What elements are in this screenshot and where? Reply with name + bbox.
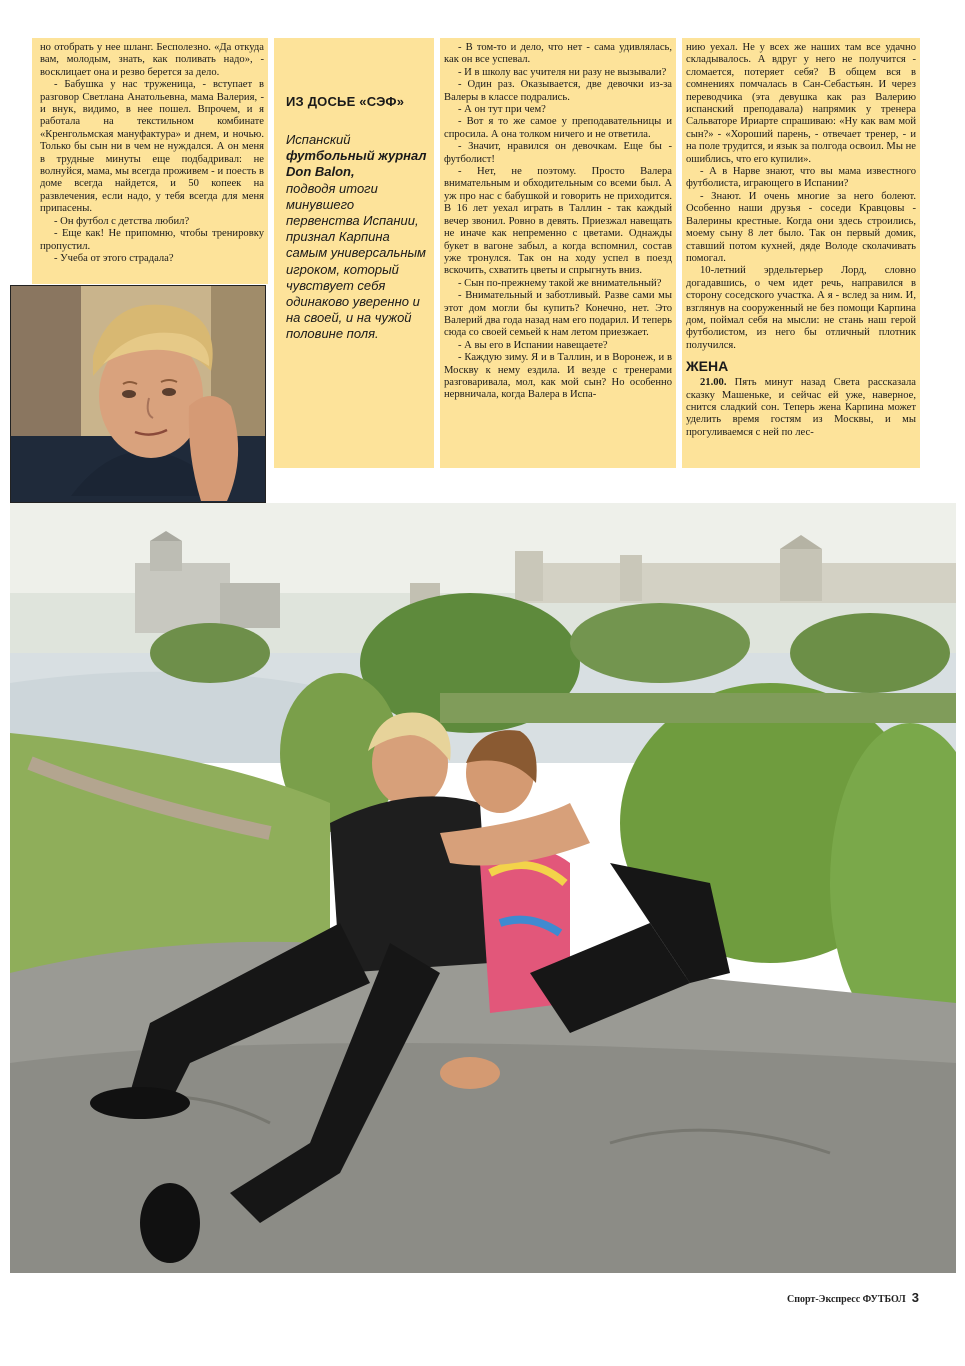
column-3 [440, 38, 676, 468]
col4-final-text: Пять минут назад Света рассказала сказку Машеньке, и сейчас ей уже, наверное, снится сладкий сон. Теперь жена Карпина может уделить время гостям из Москвы, и мы прогуливаемся с ней по лес- [686, 377, 916, 438]
col1-para: - Бабушка у нас труженица, - вступает в разговор Светлана Анатольевна, мама Валерия, - и внук, видимо, в нее пошел. Впрочем, и я работала на текстильном комбинате «Кренгольмская мануфактура» и днем, и ночью. Только бы сын ни в чем не нуждался. А он меня в трудные минуты еще подбадривал: не волнуйся, мама, мы всегда проживем - и поесть в доме всегда найдется, и 50 копеек на развлечения, если надо, у тебя всегда для меня припасены. [40, 79, 264, 215]
col1-para: - Учеба от этого страдала? [54, 252, 174, 264]
portrait-photo [10, 285, 266, 503]
dossier-line: Испанский [286, 132, 351, 147]
col3-para: - Значит, нравился он девочкам. Еще бы - футболист! [444, 141, 672, 165]
dossier-title: ИЗ ДОСЬЕ «СЭФ» [286, 94, 405, 109]
col1-para: но отобрать у нее шланг. Бесполезно. «Да откуда вам, молодым, знать, как поливать надо», - восклицает она и резво берется за дело. [40, 42, 264, 78]
dossier-line: подводя итоги минувшего первенства Испании, признал Карпина самым универсальным игроком, который чувствует себя одинаково уверенно и на своей, и на чужой половине поля. [286, 180, 426, 342]
landscape-illustration [10, 503, 956, 1273]
col3-para: - Каждую зиму. Я и в Таллин, и в Воронеж, и в Москву к нему ездила. И везде с тренерами разговаривала, мол, как мой сын? Но особенно нервничала, когда Валера в Испа- [444, 352, 672, 401]
col1-para: - Он футбол с детства любил? [54, 215, 190, 227]
col3-para: - Внимательный и заботливый. Разве сами мы этот дом могли бы купить? Конечно, нет. Это Валерий два года назад нам его подарил. И теперь сюда со своей семьей к нам летом приезжает. [444, 290, 672, 339]
col4-para: - А в Нарве знают, что вы мама известного футболиста, играющего в Испании? [686, 166, 916, 190]
col4-para: 10-летний эрдельтерьер Лорд, словно догадавшись, о чем идет речь, направился в сторону соседского участка. А я - вслед за ним. И, взглянув на сооруженный не без помощи Карпина дом, поймал себя на мысли: не стань наш герой футболистом, из него бы отличный плотник получился. [686, 265, 916, 351]
col1-para: - Еще как! Не припомню, чтобы тренировку пропустил. [40, 228, 264, 252]
time-stamp: 21.00. [700, 377, 727, 389]
col3-para: - И в школу вас учителя ни разу не вызывали? [458, 66, 667, 78]
dossier-text [286, 132, 428, 343]
col3-para: - А он тут при чем? [458, 104, 546, 116]
col4-para: - Знают. И очень многие за него болеют. Особенно наши друзья - соседи Кравцовы - Валерины крестные. Когда они здесь строились, моему сыну 8 лет было. Так он первый домик, ставший потом кухней, дяде Володе сколачивать помогал. [686, 190, 916, 264]
col3-para: - А вы его в Испании навещаете? [458, 339, 608, 351]
col4-final-para [686, 377, 916, 439]
magazine-name: Спорт-Экспресс ФУТБОЛ [787, 1294, 906, 1305]
section-heading-wife: ЖЕНА [686, 358, 729, 375]
page-footer [787, 1290, 919, 1305]
col3-para: - Нет, не поэтому. Просто Валера внимательным и обходительным со всеми был. А уж про нас с бабушкой и говорить не приходится. В 16 лет уехал играть в Таллин - так каждый вечер звонил. Ровно в девять. Приезжал навещать не иначе как непременно с цветами. Однажды букет в вагоне забыл, а когда вспомнил, состав уже тронулся. Так он на ходу успел в поезд вскочить, схватить цветы и спрыгнуть вниз. [444, 166, 672, 277]
col3-para: - Сын по-прежнему такой же внимательный? [458, 277, 662, 289]
column-4 [682, 38, 920, 468]
page-number: 3 [911, 1290, 919, 1305]
col4-para: нию уехал. Не у всех же наших там все удачно складывалось. А вдруг у него не получится - сломается, потеряет себя? В общем вся в сомнениях помчалась в Сан-Себастьян. И через переводчика (эта девушка как раз Валерию испанский преподавала) напрямик у тренера Сальваторе Ириарте спрашиваю: «Ну как вам мой сын?» - «Хороший парень, - отвечает тренер, - и на поле трудится, и язык за полгода освоил. Мы не ошиблись, что его купили». [686, 42, 916, 165]
portrait-illustration [11, 286, 266, 503]
main-photo [10, 503, 956, 1273]
col3-para: - Один раз. Оказывается, две девочки из-за Валеры в классе подрались. [444, 79, 672, 103]
dossier-bold-line: футбольный журнал Don Balon, [286, 148, 427, 180]
col3-para: - В том-то и дело, что нет - сама удивлялась, как он все успевал. [444, 42, 672, 66]
dossier-sidebar [274, 38, 434, 468]
col3-para: - Вот я то же самое у преподавательницы и спросила. А она толком ничего и не ответила. [444, 116, 672, 140]
column-1 [32, 38, 268, 284]
